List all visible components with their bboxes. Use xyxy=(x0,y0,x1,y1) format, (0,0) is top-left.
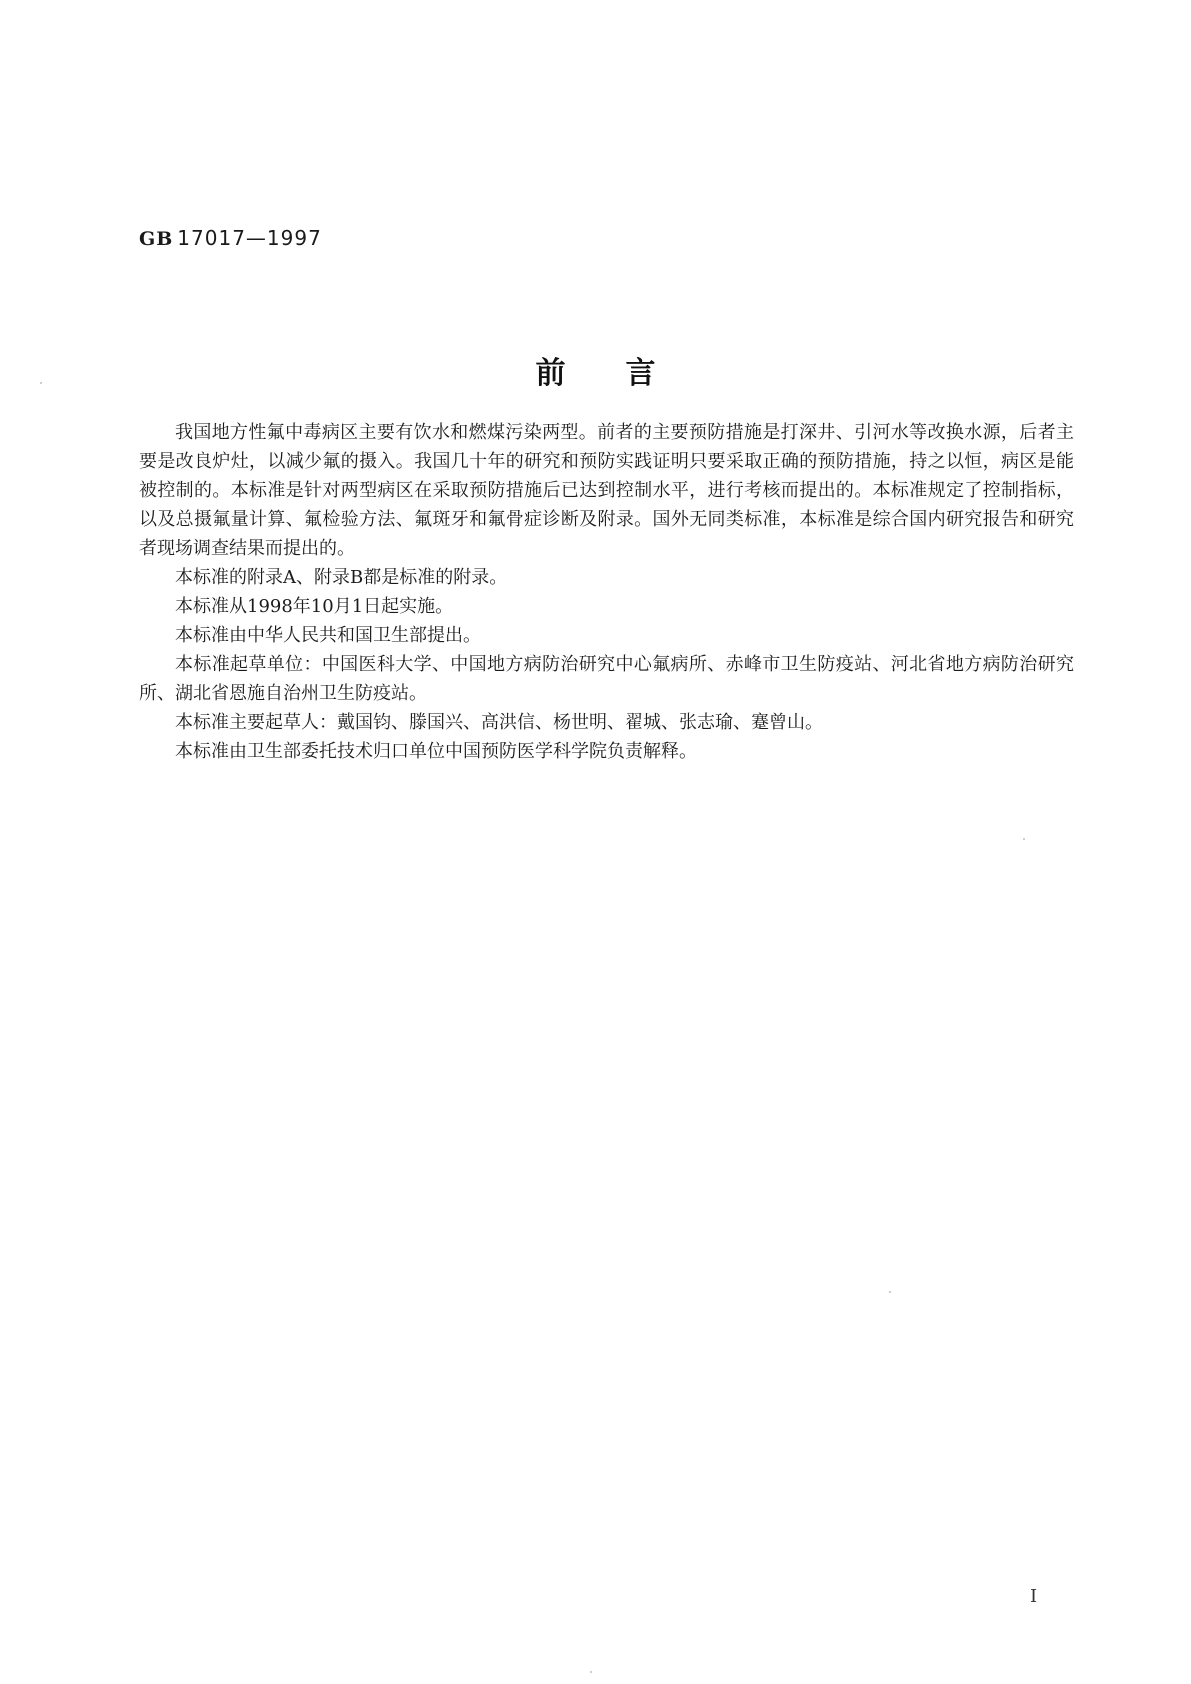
foreword-body xyxy=(139,418,1074,766)
standard-code xyxy=(139,226,322,250)
page-number: I xyxy=(1030,1586,1038,1607)
scan-speck xyxy=(40,382,42,384)
scan-speck xyxy=(590,1671,592,1673)
paragraph-intro: 我国地方性氟中毒病区主要有饮水和燃煤污染两型。前者的主要预防措施是打深井、引河水等改换水源，后者主要是改良炉灶，以减少氟的摄入。我国几十年的研究和预防实践证明只要采取正确的预防措施，持之以恒，病区是能被控制的。本标准是针对两型病区在采取预防措施后已达到控制水平，进行考核而提出的。本标准规定了控制指标，以及总摄氟量计算、氟检验方法、氟斑牙和氟骨症诊断及附录。国外无同类标准，本标准是综合国内研究报告和研究者现场调查结果而提出的。 xyxy=(139,422,1074,559)
scan-speck xyxy=(1023,838,1025,840)
paragraph-appendix: 本标准的附录A、附录B都是标准的附录。 xyxy=(175,567,508,588)
paragraph-drafting-units: 本标准起草单位：中国医科大学、中国地方病防治研究中心氟病所、赤峰市卫生防疫站、河北省地方病防治研究所、湖北省恩施自治州卫生防疫站。 xyxy=(139,654,1074,704)
paragraph-interpretation: 本标准由卫生部委托技术归口单位中国预防医学科学院负责解释。 xyxy=(175,741,697,762)
page-title: 前言 xyxy=(535,356,716,391)
scan-speck xyxy=(889,1291,891,1293)
standard-number: 17017—1997 xyxy=(177,226,322,250)
paragraph-proposer: 本标准由中华人民共和国卫生部提出。 xyxy=(175,625,481,646)
paragraph-drafters: 本标准主要起草人：戴国钧、滕国兴、高洪信、杨世明、翟城、张志瑜、蹇曾山。 xyxy=(175,712,823,733)
standard-prefix: GB xyxy=(139,228,174,250)
paragraph-effective-date: 本标准从1998年10月1日起实施。 xyxy=(175,596,454,617)
